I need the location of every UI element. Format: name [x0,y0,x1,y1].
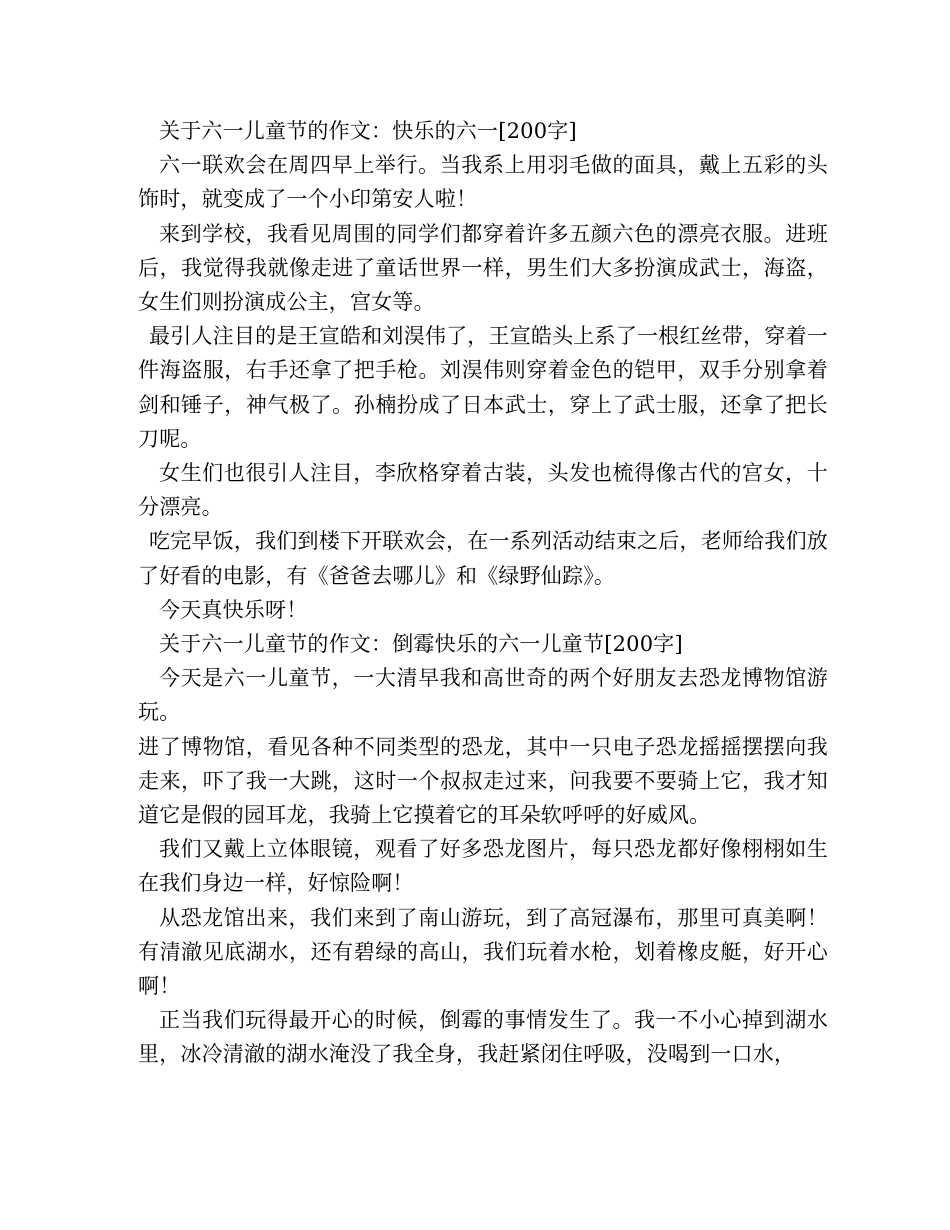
essay-title-2: 关于六一儿童节的作文：倒霉快乐的六一儿童节[200字] [159,632,683,657]
paragraph: 正当我们玩得最开心的时候，倒霉的事情发生了。我一不小心掉到湖水里，冰冷清澈的湖水淹没了我全身，我赶紧闭住呼吸，没喝到一口水， [138,1008,828,1067]
paragraph: 进了博物馆，看见各种不同类型的恐龙，其中一只电子恐龙摇摇摆摆向我走来，吓了我一大跳，这时一个叔叔走过来，问我要不要骑上它，我才知道它是假的园耳龙，我骑上它摸着它的耳朵软呼呼的好威风。 [138,734,828,828]
paragraph: 吃完早饭，我们到楼下开联欢会，在一系列活动结束之后，老师给我们放了好看的电影，有《爸爸去哪儿》和《绿野仙踪》。 [138,529,828,588]
essay-title-1: 关于六一儿童节的作文：快乐的六一[200字] [159,119,577,143]
paragraph: 今天是六一儿童节，一大清早我和高世奇的两个好朋友去恐龙博物馆游玩。 [138,666,828,725]
paragraph: 六一联欢会在周四早上举行。当我系上用羽毛做的面具，戴上五彩的头饰时，就变成了一个小印第安人啦！ [138,153,828,212]
paragraph: 来到学校，我看见周围的同学们都穿着许多五颜六色的漂亮衣服。进班后，我觉得我就像走进了童话世界一样，男生们大多扮演成武士，海盗，女生们则扮演成公主，宫女等。 [138,221,828,315]
paragraph: 今天真快乐呀！ [159,597,308,622]
paragraph: 女生们也很引人注目，李欣格穿着古装，头发也梳得像古代的宫女，十分漂亮。 [138,461,828,520]
document-body [138,114,828,1072]
paragraph: 从恐龙馆出来，我们来到了南山游玩，到了高冠瀑布，那里可真美啊！有清澈见底湖水，还有碧绿的高山，我们玩着水枪，划着橡皮艇，好开心啊！ [138,905,828,999]
paragraph: 最引人注目的是王宣皓和刘淏伟了，王宣皓头上系了一根红丝带，穿着一件海盗服，右手还拿了把手枪。刘淏伟则穿着金色的铠甲，双手分别拿着剑和锤子，神气极了。孙楠扮成了日本武士，穿上了武士服，还拿了把长刀呢。 [138,324,828,451]
paragraph: 我们又戴上立体眼镜，观看了好多恐龙图片，每只恐龙都好像栩栩如生在我们身边一样，好惊险啊！ [138,837,828,896]
